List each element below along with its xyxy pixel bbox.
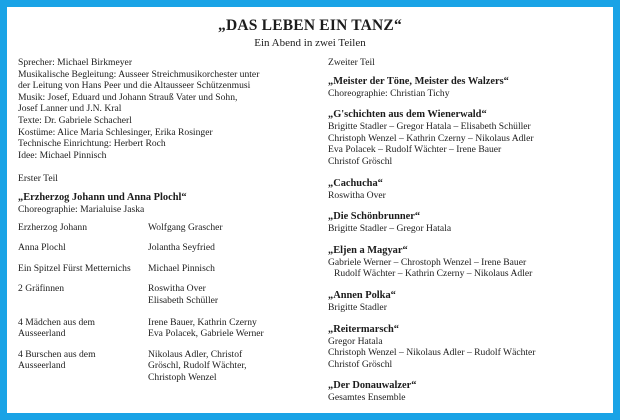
part-two-pieces (328, 75, 610, 404)
cast-actors (148, 222, 318, 234)
cast-actor-line: Nikolaus Adler, Christof (148, 348, 243, 360)
cast-role-line: Erzherzog Johann (18, 221, 87, 233)
credit-line: Musikalische Begleitung: Ausseer Streichmusikorchester unter (18, 68, 260, 80)
cast-actors (148, 263, 318, 275)
cast-role-line: Ausseerland (18, 328, 66, 340)
credit-line: Idee: Michael Pinnisch (18, 149, 107, 161)
credit-line: Sprecher: Michael Birkmeyer (18, 57, 133, 68)
cast-row (18, 349, 318, 384)
piece-section (328, 289, 610, 314)
credit-line: Kostüme: Alice Maria Schlesinger, Erika Rosinger (18, 126, 213, 138)
part-one-piece-title: „Erzherzog Johann und Anna Plochl“ (18, 191, 187, 203)
piece-title: „Der Donauwalzer“ (328, 380, 417, 392)
piece-line: Roswitha Over (328, 189, 386, 201)
program-page (7, 7, 613, 413)
cast-role (18, 263, 148, 275)
cast-actor-line: Irene Bauer, Kathrin Czerny (148, 316, 257, 328)
piece-line: Gregor Hatala (328, 335, 383, 347)
piece-title: „Cachucha“ (328, 177, 383, 189)
cast-role-line: 2 Gräfinnen (18, 283, 65, 295)
cast-role (18, 283, 148, 306)
cast-role (18, 349, 148, 384)
cast-role (18, 242, 148, 254)
piece-title: „G'schichten aus dem Wienerwald“ (328, 109, 487, 121)
piece-section (328, 75, 610, 100)
cast-actor-line: Elisabeth Schüller (148, 294, 219, 306)
cast-role-line: Ausseerland (18, 360, 66, 372)
cast-role-line: 4 Burschen aus dem (18, 348, 96, 360)
program-subtitle: Ein Abend in zwei Teilen (254, 37, 366, 49)
cast-row (18, 263, 318, 275)
program-title: „DAS LEBEN EIN TANZ“ (218, 17, 402, 34)
cast-role (18, 317, 148, 340)
piece-section (328, 108, 610, 167)
credit-line: der Leitung von Hans Peer und die Altausseer Schützenmusi (18, 80, 251, 92)
cast-actor-line: Christoph Wenzel (148, 371, 217, 383)
piece-title: „Reitermarsch“ (328, 323, 399, 335)
piece-section (328, 244, 610, 280)
credit-line: Musik: Josef, Eduard und Johann Strauß Vater und Sohn, (18, 91, 238, 103)
cast-actors (148, 242, 318, 254)
piece-title: „Annen Polka“ (328, 289, 396, 301)
cast-actor-line: Michael Pinnisch (148, 262, 215, 274)
piece-line: Brigitte Stadler – Gregor Hatala – Elisabeth Schüller (328, 121, 531, 133)
credit-line: Josef Lanner und J.N. Kral (18, 103, 122, 115)
piece-line: Rudolf Wächter – Kathrin Czerny – Nikolaus Adler (334, 268, 533, 280)
left-column (18, 57, 318, 383)
piece-line: Brigitte Stadler (328, 301, 387, 313)
part-two-label: Zweiter Teil (328, 57, 375, 68)
cast-actor-line: Gröschl, Rudolf Wächter, (148, 360, 247, 372)
piece-section (328, 323, 610, 371)
cast-actors (148, 349, 318, 384)
piece-line: Christoph Wenzel – Nikolaus Adler – Rudolf Wächter (328, 347, 536, 359)
piece-section (328, 379, 610, 404)
piece-line: Gabriele Werner – Chrostoph Wenzel – Irene Bauer (328, 256, 527, 268)
credits-list (18, 57, 318, 161)
piece-line: Choreographie: Christian Tichy (328, 87, 450, 99)
piece-line: Christoph Wenzel – Kathrin Czerny – Nikolaus Adler (328, 132, 534, 144)
cast-actor-line: Jolantha Seyfried (148, 242, 215, 254)
cast-actor-line: Roswitha Over (148, 283, 206, 295)
cast-role-line: Anna Plochl (18, 242, 66, 254)
credit-line: Texte: Dr. Gabriele Schacherl (18, 114, 132, 126)
piece-title: „Die Schönbrunner“ (328, 211, 421, 223)
cast-role-line: Ein Spitzel Fürst Metternichs (18, 262, 131, 274)
cast-list (18, 222, 318, 384)
cast-row (18, 317, 318, 340)
credit-line: Technische Einrichtung: Herbert Roch (18, 138, 166, 150)
part-one-label: Erster Teil (18, 173, 58, 185)
piece-line: Brigitte Stadler – Gregor Hatala (328, 223, 452, 235)
piece-title: „Meister der Töne, Meister des Walzers“ (328, 75, 509, 87)
cast-role-line: 4 Mädchen aus dem (18, 316, 95, 328)
piece-line: Eva Polacek – Rudolf Wächter – Irene Bauer (328, 144, 502, 156)
piece-title: „Eljen a Magyar“ (328, 244, 408, 256)
right-column (328, 57, 610, 413)
cast-row (18, 242, 318, 254)
piece-line: Christof Gröschl (328, 155, 393, 167)
cast-role (18, 222, 148, 234)
piece-line: Gesamtes Ensemble (328, 392, 406, 404)
part-one-choreography: Choreographie: Marialuise Jaska (18, 203, 145, 215)
cast-actors (148, 317, 318, 340)
cast-actors (148, 283, 318, 306)
cast-row (18, 283, 318, 306)
cast-actor-line: Wolfgang Grascher (148, 221, 223, 233)
piece-section (328, 210, 610, 235)
cast-actor-line: Eva Polacek, Gabriele Werner (148, 328, 264, 340)
cast-row (18, 222, 318, 234)
piece-line: Christof Gröschl (328, 358, 393, 370)
piece-section (328, 177, 610, 202)
